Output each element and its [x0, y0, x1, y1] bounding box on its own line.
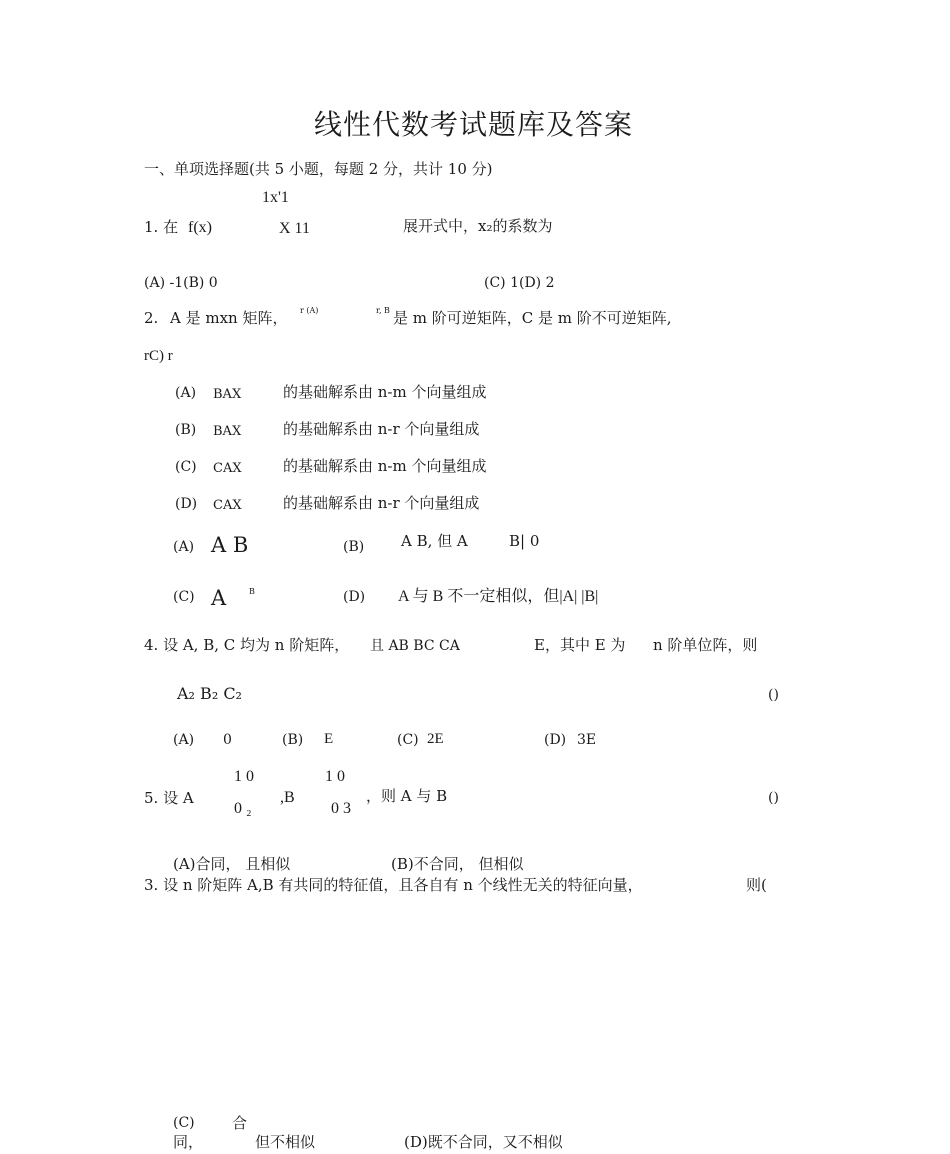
q4-stem-c: E，其中 E 为	[534, 636, 626, 654]
q3-option-b-tail: B| 0	[509, 532, 540, 550]
q1-options-ab: (A) -1(B) 0	[144, 275, 218, 291]
q2-option-c-label: (C)	[175, 459, 197, 475]
q4-option-d-value: 3E	[577, 732, 597, 748]
document-title: 线性代数考试题库及答案	[314, 108, 634, 141]
q4-stem-b: 且 AB BC CA	[370, 638, 460, 654]
q5-matrix-b-row1: 1 0	[325, 768, 345, 785]
q4-option-a-value: 0	[223, 732, 232, 748]
q5-option-a: (A)合同， 且相似	[173, 855, 291, 873]
q4-stem-d: n 阶单位阵，则	[653, 636, 758, 654]
q5-option-d: (D)既不合同，又不相似	[404, 1133, 563, 1151]
q3-option-b-text: A B, 但 A	[401, 532, 468, 550]
q2-option-b-text: 的基础解系由 n-r 个向量组成	[283, 420, 480, 438]
q2-rank-b: r, B	[376, 306, 390, 315]
q2-option-b-matrix: BAX	[213, 424, 242, 439]
q5-option-c-word1: 合	[232, 1114, 248, 1132]
q4-option-c-label: (C)	[397, 732, 419, 748]
q3-option-a-text: A B	[211, 533, 249, 557]
q2-option-c-text: 的基础解系由 n-m 个向量组成	[283, 457, 487, 475]
q5-b-prefix: ,B	[280, 789, 295, 806]
q2-option-d-text: 的基础解系由 n-r 个向量组成	[283, 494, 480, 512]
q2-number: 2.	[144, 309, 159, 327]
q4-option-c-value: 2E	[427, 731, 444, 747]
q2-option-a-matrix: BAX	[213, 387, 242, 402]
q3-option-d-text: A 与 B 不一定相似，但|A| |B|	[398, 588, 599, 605]
q5-option-c-label: (C)	[173, 1115, 195, 1131]
q1-number: 1. 在	[144, 218, 179, 236]
q3-option-c-text: A	[211, 586, 227, 610]
q5-answer-paren: ()	[768, 790, 779, 806]
q5-option-c-line2b: 但不相似	[255, 1133, 316, 1151]
q3-option-b-label: (B)	[343, 539, 365, 555]
q4-option-b-value: E	[324, 731, 334, 747]
q2-rank-a: r (A)	[300, 306, 319, 315]
q2-option-a-label: (A)	[175, 385, 197, 401]
q2-stem-b: 是 m 阶可逆矩阵，C 是 m 阶不可逆矩阵,	[393, 309, 672, 327]
q1-fraction-top: 1x'1	[262, 189, 289, 206]
q5-option-b: (B)不合同， 但相似	[391, 855, 524, 873]
q2-option-a-text: 的基础解系由 n-m 个向量组成	[283, 383, 487, 401]
q2-stem-a: A 是 mxn 矩阵，	[170, 309, 288, 327]
q2-option-c-matrix: CAX	[213, 461, 242, 476]
q5-matrix-a-row2: 0 ₂	[234, 800, 252, 817]
q4-option-a-label: (A)	[173, 732, 195, 748]
q4-stem-a: 4. 设 A, B, C 均为 n 阶矩阵，	[144, 636, 350, 654]
q4-option-b-label: (B)	[282, 732, 304, 748]
q2-option-b-label: (B)	[175, 422, 197, 438]
q4-expression: A₂ B₂ C₂	[177, 684, 242, 703]
q3-stem-tail: 则(	[746, 876, 767, 894]
q5-stem: ，则 A 与 B	[366, 787, 448, 805]
q3-option-c-sup: B	[249, 587, 255, 596]
q5-option-c-line2a: 同，	[173, 1133, 204, 1151]
q2-rank-c: rC) r	[144, 348, 173, 364]
q3-option-d-label: (D)	[343, 589, 366, 605]
q1-options-cd: (C) 1(D) 2	[484, 275, 555, 291]
q5-matrix-b-row2: 0 3	[331, 800, 351, 817]
q3-stem: 3. 设 n 阶矩阵 A,B 有共同的特征值，且各自有 n 个线性无关的特征向量，	[144, 876, 643, 894]
q4-option-d-label: (D)	[544, 732, 567, 748]
q3-option-c-label: (C)	[173, 589, 195, 605]
q3-option-a-label: (A)	[173, 539, 195, 555]
q4-answer-paren: ()	[768, 687, 779, 703]
q1-fx: f(x)	[188, 219, 212, 236]
q5-matrix-a-row1: 1 0	[234, 768, 254, 785]
q2-option-d-matrix: CAX	[213, 498, 242, 513]
section-heading: 一、单项选择题(共 5 小题，每题 2 分，共计 10 分)	[144, 160, 493, 178]
q1-x11: X 11	[279, 220, 310, 237]
q5-number: 5. 设 A	[144, 789, 194, 807]
q2-option-d-label: (D)	[175, 496, 198, 512]
q1-stem: 展开式中，x₂的系数为	[403, 217, 553, 235]
